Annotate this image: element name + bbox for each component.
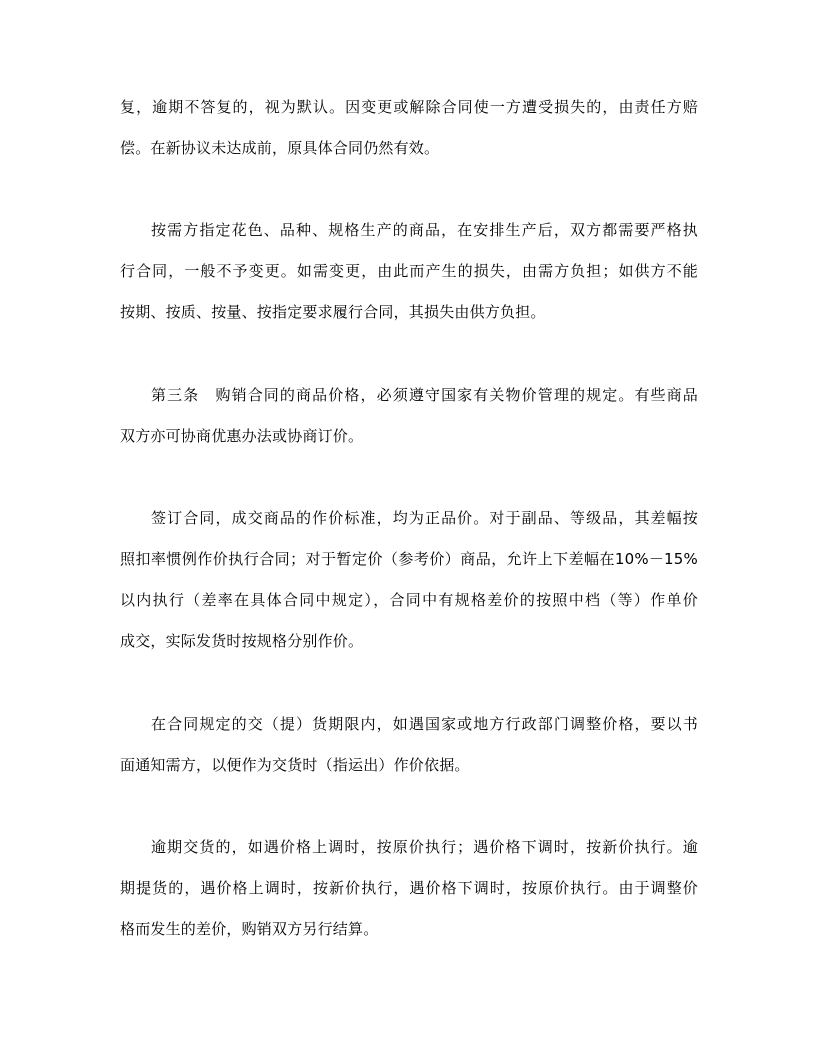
text-line: 逾期交货的，如遇价格上调时，按原价执行；遇价格下调时，按新价执行。逾 bbox=[151, 838, 698, 856]
text-line: 签订合同，成交商品的作价标准，均为正品价。对于副品、等级品，其差幅按 bbox=[151, 509, 698, 527]
paragraph-6 bbox=[120, 827, 698, 950]
text-line: 第三条 购销合同的商品价格，必须遵守国家有关物价管理的规定。有些商品 bbox=[151, 386, 698, 404]
paragraph-3 bbox=[120, 375, 698, 457]
text-line: 双方亦可协商优惠办法或协商订价。 bbox=[120, 427, 364, 445]
text-line: 偿。在新协议未达成前，原具体合同仍然有效。 bbox=[120, 139, 440, 157]
text-line: 按期、按质、按量、按指定要求履行合同，其损失由供方负担。 bbox=[120, 303, 546, 321]
text-line: 照扣率惯例作价执行合同；对于暂定价（参考价）商品，允许上下差幅在10%－15% bbox=[120, 550, 698, 568]
text-line: 格而发生的差价，购销双方另行结算。 bbox=[120, 920, 379, 938]
paragraph-1 bbox=[120, 87, 698, 169]
paragraph-2 bbox=[120, 210, 698, 333]
text-line: 成交，实际发货时按规格分别作价。 bbox=[120, 632, 364, 650]
paragraph-4 bbox=[120, 498, 698, 662]
text-line: 以内执行（差率在具体合同中规定），合同中有规格差价的按照中档（等）作单价 bbox=[120, 591, 698, 609]
paragraph-5 bbox=[120, 704, 698, 786]
text-line: 复，逾期不答复的，视为默认。因变更或解除合同使一方遭受损失的，由责任方赔 bbox=[120, 98, 698, 116]
text-line: 期提货的，遇价格上调时，按新价执行，遇价格下调时，按原价执行。由于调整价 bbox=[120, 879, 698, 897]
text-line: 行合同，一般不予变更。如需变更，由此而产生的损失，由需方负担；如供方不能 bbox=[120, 262, 698, 280]
text-line: 在合同规定的交（提）货期限内，如遇国家或地方行政部门调整价格，要以书 bbox=[151, 715, 698, 733]
text-line: 按需方指定花色、品种、规格生产的商品，在安排生产后，双方都需要严格执 bbox=[151, 221, 698, 239]
text-line: 面通知需方，以便作为交货时（指运出）作价依据。 bbox=[120, 756, 470, 774]
